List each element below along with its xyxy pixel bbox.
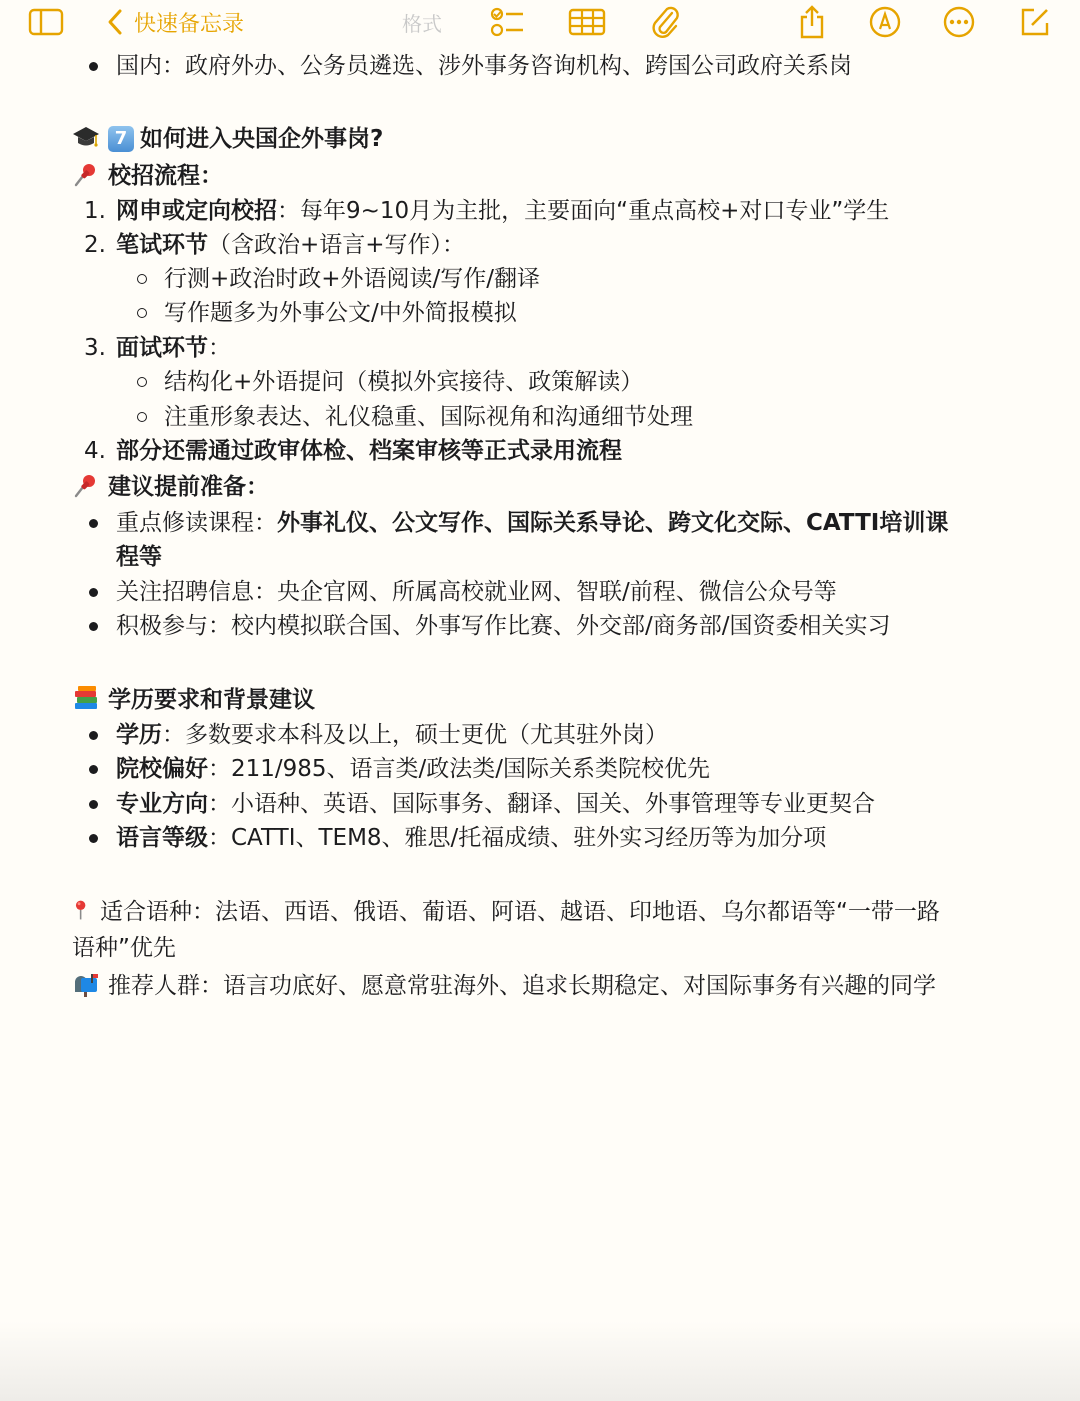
list-item [116, 787, 875, 821]
list-item [116, 575, 837, 609]
books-icon [72, 684, 100, 712]
list-item-text: ：多数要求本科及以上，硕士更优（尤其驻外岗） [162, 722, 668, 748]
keycap-seven-icon: 7 [108, 126, 134, 152]
step-text: ： [208, 335, 231, 361]
bullet-dot [89, 588, 98, 597]
format-label: 格式 [402, 11, 442, 36]
step-number: 4. [84, 438, 106, 464]
back-label: 快速备忘录 [134, 11, 245, 37]
list-item-text: ：小语种、英语、国际事务、翻译、国关、外事管理等专业更契合 [208, 791, 875, 817]
step-title: 笔试环节 [116, 232, 208, 258]
languages-continuation: 语种”优先 [72, 935, 176, 961]
step-number: 3. [84, 335, 106, 361]
bullet-dot [89, 800, 98, 809]
list-item-text: ：211/985、语言类/政法类/国际关系类院校优先 [208, 756, 711, 782]
list-item-label: 专业方向 [116, 791, 208, 817]
sub-bullet [137, 377, 147, 387]
list-item-label: 语言等级 [116, 825, 208, 851]
bullet-dot [89, 731, 98, 740]
audience-text: 推荐人群：语言功底好、愿意常驻海外、追求长期稳定、对国际事务有兴趣的同学 [108, 973, 936, 999]
paperclip-icon[interactable] [650, 4, 680, 40]
list-item-text: 外事礼仪、公文写作、国际关系导论、跨文化交际、CATTI培训课 [277, 510, 949, 536]
list-item-label: 重点修读课程： [116, 510, 277, 536]
list-item [116, 718, 668, 752]
checklist-icon[interactable] [490, 4, 526, 40]
list-item-text: 央企官网、所属高校就业网、智联/前程、微信公众号等 [277, 579, 837, 605]
table-icon[interactable] [568, 4, 606, 40]
subsection-title: 建议提前准备： [108, 474, 269, 500]
audience-line [72, 969, 936, 1003]
chevron-left-icon [106, 7, 124, 37]
bullet-dot [89, 834, 98, 843]
subsection-heading [72, 470, 269, 504]
sub-list-item: 注重形象表达、礼仪稳重、国际视角和沟通细节处理 [164, 404, 693, 430]
sub-list-item: 写作题多为外事公文/中外简报模拟 [164, 300, 517, 326]
list-item-label: 积极参与： [116, 613, 231, 639]
sub-list-item: 行测+政治时政+外语阅读/写作/翻译 [164, 266, 541, 292]
section-heading [72, 122, 383, 156]
list-item-label: 国内： [116, 53, 185, 79]
format-button[interactable] [402, 4, 442, 40]
bullet-dot [89, 62, 98, 71]
list-item [116, 228, 465, 262]
sidebar-toggle-icon[interactable] [28, 4, 64, 40]
bullet-dot [89, 519, 98, 528]
list-item-label: 关注招聘信息： [116, 579, 277, 605]
graduation-cap-icon [72, 123, 100, 151]
list-item [116, 752, 710, 786]
list-item-text: 校内模拟联合国、外事写作比赛、外交部/商务部/国资委相关实习 [231, 613, 891, 639]
markup-icon[interactable] [868, 4, 902, 40]
list-item [116, 49, 852, 83]
sub-bullet [137, 412, 147, 422]
languages-line [72, 895, 940, 929]
list-item [116, 609, 891, 643]
sub-list-item: 结构化+外语提问（模拟外宾接待、政策解读） [164, 369, 644, 395]
subsection-title: 校招流程： [108, 163, 223, 189]
step-number: 2. [84, 232, 106, 258]
list-item-continuation: 程等 [116, 544, 162, 570]
pushpin-icon [72, 471, 100, 499]
sub-bullet [137, 274, 147, 284]
list-item-label: 学历 [116, 722, 162, 748]
step-number: 1. [84, 198, 106, 224]
back-button[interactable] [106, 4, 244, 40]
step-title: 网申或定向校招 [116, 198, 277, 224]
list-item-text: ：CATTI、TEM8、雅思/托福成绩、驻外实习经历等为加分项 [208, 825, 827, 851]
list-item [116, 194, 889, 228]
section-title: 如何进入央国企外事岗? [140, 126, 384, 152]
section-heading [72, 683, 315, 717]
notes-toolbar [0, 0, 1080, 46]
list-item [116, 506, 948, 540]
mailbox-icon [72, 970, 100, 998]
bullet-dot [89, 765, 98, 774]
share-icon[interactable] [798, 4, 826, 40]
step-text: ：每年9~10月为主批，主要面向“重点高校+对口专业”学生 [277, 198, 890, 224]
pushpin-icon [72, 160, 100, 188]
compose-icon[interactable] [1018, 4, 1052, 40]
sub-bullet [137, 308, 147, 318]
languages-text: 适合语种：法语、西语、俄语、葡语、阿语、越语、印地语、乌尔都语等“一带一路 [100, 899, 940, 925]
list-item: 部分还需通过政审体检、档案审核等正式录用流程 [116, 438, 622, 464]
list-item [116, 821, 826, 855]
bottom-shadow [0, 1321, 1080, 1401]
list-item [116, 331, 231, 365]
list-item-text: 政府外办、公务员遴选、涉外事务咨询机构、跨国公司政府关系岗 [185, 53, 852, 79]
list-item-label: 院校偏好 [116, 756, 208, 782]
subsection-heading [72, 159, 223, 193]
round-pushpin-icon [72, 896, 94, 924]
step-text: （含政治+语言+写作）： [208, 232, 466, 258]
section-title: 学历要求和背景建议 [108, 687, 315, 713]
step-title: 面试环节 [116, 335, 208, 361]
bullet-dot [89, 622, 98, 631]
more-icon[interactable] [942, 4, 976, 40]
